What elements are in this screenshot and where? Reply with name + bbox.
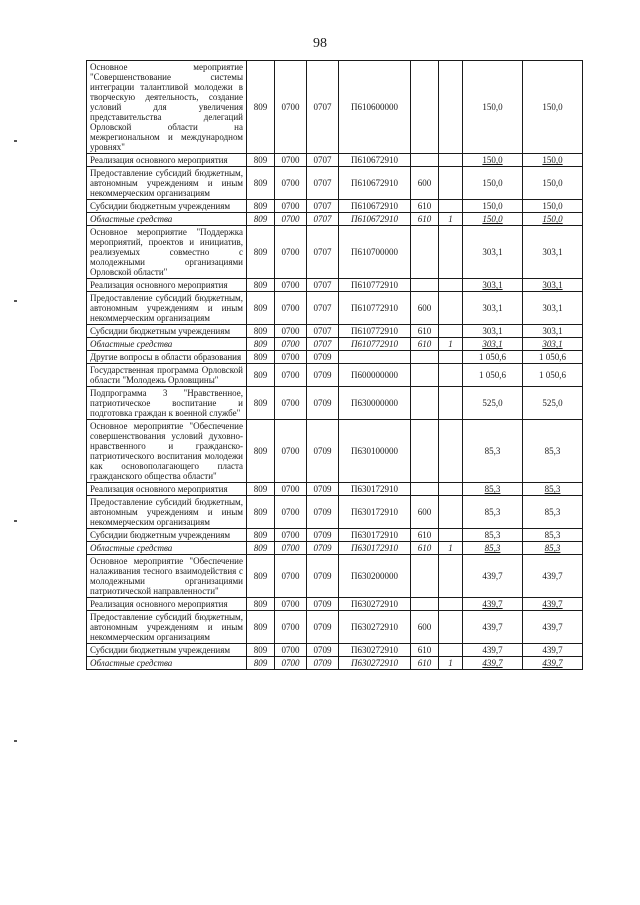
funding-source-code bbox=[439, 364, 463, 387]
funding-source-code: 1 bbox=[439, 338, 463, 351]
target-article-code: П600000000 bbox=[339, 364, 411, 387]
budget-item-name: Предоставление субсидий бюджетным, автономным учреждениям и иным некоммерческим организациям bbox=[87, 292, 247, 325]
section-code: 0700 bbox=[275, 213, 307, 226]
subsection-code: 0709 bbox=[307, 657, 339, 670]
budget-item-name: Субсидии бюджетным учреждениям bbox=[87, 325, 247, 338]
target-article-code: П610672910 bbox=[339, 154, 411, 167]
ministry-code: 809 bbox=[247, 226, 275, 279]
expense-type-code: 610 bbox=[411, 325, 439, 338]
expense-type-code: 610 bbox=[411, 529, 439, 542]
amount-year-1: 85,3 bbox=[463, 542, 523, 555]
page-number: 98 bbox=[313, 36, 327, 51]
expense-type-code: 600 bbox=[411, 292, 439, 325]
amount-year-2: 525,0 bbox=[523, 387, 583, 420]
budget-item-name: Государственная программа Орловской области "Молодежь Орловщины" bbox=[87, 364, 247, 387]
section-code: 0700 bbox=[275, 657, 307, 670]
amount-year-2: 85,3 bbox=[523, 496, 583, 529]
budget-item-name: Субсидии бюджетным учреждениям bbox=[87, 529, 247, 542]
table-row bbox=[87, 611, 583, 644]
ministry-code: 809 bbox=[247, 364, 275, 387]
target-article-code: П630200000 bbox=[339, 555, 411, 598]
subsection-code: 0709 bbox=[307, 496, 339, 529]
funding-source-code bbox=[439, 644, 463, 657]
section-code: 0700 bbox=[275, 351, 307, 364]
scan-artifact-mark bbox=[14, 140, 17, 142]
section-code: 0700 bbox=[275, 542, 307, 555]
table-row bbox=[87, 167, 583, 200]
table-row bbox=[87, 529, 583, 542]
table-row bbox=[87, 226, 583, 279]
ministry-code: 809 bbox=[247, 154, 275, 167]
expense-type-code bbox=[411, 598, 439, 611]
amount-year-2: 85,3 bbox=[523, 529, 583, 542]
subsection-code: 0709 bbox=[307, 420, 339, 483]
subsection-code: 0709 bbox=[307, 555, 339, 598]
amount-year-2: 85,3 bbox=[523, 542, 583, 555]
amount-year-1: 303,1 bbox=[463, 338, 523, 351]
target-article-code: П630000000 bbox=[339, 387, 411, 420]
budget-item-name: Предоставление субсидий бюджетным, автономным учреждениям и иным некоммерческим организациям bbox=[87, 496, 247, 529]
expense-type-code bbox=[411, 351, 439, 364]
funding-source-code bbox=[439, 61, 463, 154]
table-row bbox=[87, 387, 583, 420]
amount-year-1: 303,1 bbox=[463, 325, 523, 338]
target-article-code: П630272910 bbox=[339, 657, 411, 670]
subsection-code: 0707 bbox=[307, 213, 339, 226]
ministry-code: 809 bbox=[247, 420, 275, 483]
funding-source-code: 1 bbox=[439, 213, 463, 226]
subsection-code: 0707 bbox=[307, 200, 339, 213]
ministry-code: 809 bbox=[247, 555, 275, 598]
funding-source-code bbox=[439, 483, 463, 496]
budget-item-name: Областные средства bbox=[87, 542, 247, 555]
budget-item-name: Предоставление субсидий бюджетным, автономным учреждениям и иным некоммерческим организациям bbox=[87, 611, 247, 644]
table-row bbox=[87, 213, 583, 226]
amount-year-1: 439,7 bbox=[463, 644, 523, 657]
subsection-code: 0709 bbox=[307, 387, 339, 420]
target-article-code: П610672910 bbox=[339, 200, 411, 213]
subsection-code: 0709 bbox=[307, 611, 339, 644]
ministry-code: 809 bbox=[247, 61, 275, 154]
expense-type-code: 610 bbox=[411, 542, 439, 555]
funding-source-code bbox=[439, 325, 463, 338]
amount-year-2: 1 050,6 bbox=[523, 351, 583, 364]
section-code: 0700 bbox=[275, 200, 307, 213]
table-row bbox=[87, 154, 583, 167]
section-code: 0700 bbox=[275, 529, 307, 542]
section-code: 0700 bbox=[275, 483, 307, 496]
subsection-code: 0707 bbox=[307, 338, 339, 351]
amount-year-1: 1 050,6 bbox=[463, 351, 523, 364]
funding-source-code bbox=[439, 387, 463, 420]
target-article-code bbox=[339, 351, 411, 364]
target-article-code: П610672910 bbox=[339, 167, 411, 200]
amount-year-1: 85,3 bbox=[463, 496, 523, 529]
table-row bbox=[87, 351, 583, 364]
table-row bbox=[87, 555, 583, 598]
section-code: 0700 bbox=[275, 555, 307, 598]
section-code: 0700 bbox=[275, 338, 307, 351]
subsection-code: 0709 bbox=[307, 542, 339, 555]
subsection-code: 0709 bbox=[307, 364, 339, 387]
amount-year-2: 439,7 bbox=[523, 657, 583, 670]
budget-item-name: Субсидии бюджетным учреждениям bbox=[87, 200, 247, 213]
target-article-code: П610772910 bbox=[339, 338, 411, 351]
amount-year-1: 150,0 bbox=[463, 200, 523, 213]
ministry-code: 809 bbox=[247, 279, 275, 292]
section-code: 0700 bbox=[275, 167, 307, 200]
amount-year-2: 303,1 bbox=[523, 226, 583, 279]
ministry-code: 809 bbox=[247, 542, 275, 555]
amount-year-1: 525,0 bbox=[463, 387, 523, 420]
table-row bbox=[87, 483, 583, 496]
section-code: 0700 bbox=[275, 420, 307, 483]
funding-source-code bbox=[439, 167, 463, 200]
amount-year-2: 303,1 bbox=[523, 279, 583, 292]
expense-type-code: 610 bbox=[411, 200, 439, 213]
expense-type-code bbox=[411, 387, 439, 420]
amount-year-1: 439,7 bbox=[463, 598, 523, 611]
expense-type-code bbox=[411, 555, 439, 598]
ministry-code: 809 bbox=[247, 483, 275, 496]
amount-year-1: 1 050,6 bbox=[463, 364, 523, 387]
expense-type-code bbox=[411, 483, 439, 496]
amount-year-1: 85,3 bbox=[463, 483, 523, 496]
table-row bbox=[87, 61, 583, 154]
amount-year-2: 150,0 bbox=[523, 213, 583, 226]
table-row bbox=[87, 598, 583, 611]
budget-item-name: Реализация основного мероприятия bbox=[87, 279, 247, 292]
amount-year-1: 85,3 bbox=[463, 529, 523, 542]
amount-year-1: 439,7 bbox=[463, 657, 523, 670]
expense-type-code bbox=[411, 279, 439, 292]
amount-year-1: 150,0 bbox=[463, 61, 523, 154]
ministry-code: 809 bbox=[247, 496, 275, 529]
subsection-code: 0707 bbox=[307, 292, 339, 325]
amount-year-1: 150,0 bbox=[463, 167, 523, 200]
ministry-code: 809 bbox=[247, 167, 275, 200]
budget-item-name: Областные средства bbox=[87, 213, 247, 226]
subsection-code: 0707 bbox=[307, 154, 339, 167]
amount-year-1: 439,7 bbox=[463, 555, 523, 598]
subsection-code: 0707 bbox=[307, 279, 339, 292]
table-row bbox=[87, 364, 583, 387]
ministry-code: 809 bbox=[247, 292, 275, 325]
amount-year-2: 150,0 bbox=[523, 200, 583, 213]
expense-type-code: 610 bbox=[411, 213, 439, 226]
section-code: 0700 bbox=[275, 598, 307, 611]
section-code: 0700 bbox=[275, 364, 307, 387]
funding-source-code bbox=[439, 200, 463, 213]
target-article-code: П610700000 bbox=[339, 226, 411, 279]
funding-source-code bbox=[439, 529, 463, 542]
section-code: 0700 bbox=[275, 387, 307, 420]
amount-year-1: 85,3 bbox=[463, 420, 523, 483]
funding-source-code bbox=[439, 351, 463, 364]
amount-year-2: 85,3 bbox=[523, 483, 583, 496]
ministry-code: 809 bbox=[247, 213, 275, 226]
target-article-code: П630172910 bbox=[339, 542, 411, 555]
section-code: 0700 bbox=[275, 279, 307, 292]
ministry-code: 809 bbox=[247, 351, 275, 364]
expense-type-code: 600 bbox=[411, 167, 439, 200]
section-code: 0700 bbox=[275, 154, 307, 167]
table-row bbox=[87, 496, 583, 529]
target-article-code: П630172910 bbox=[339, 496, 411, 529]
budget-item-name: Основное мероприятие "Совершенствование системы интеграции талантливой молодежи в творческую деятельность, создание условий для увеличения представительства делегаций Орловской области на межрегиональном и международном уровнях" bbox=[87, 61, 247, 154]
scan-artifact-mark bbox=[14, 300, 17, 302]
subsection-code: 0709 bbox=[307, 598, 339, 611]
amount-year-1: 303,1 bbox=[463, 279, 523, 292]
target-article-code: П610772910 bbox=[339, 279, 411, 292]
amount-year-2: 303,1 bbox=[523, 338, 583, 351]
ministry-code: 809 bbox=[247, 598, 275, 611]
table-row bbox=[87, 292, 583, 325]
target-article-code: П630172910 bbox=[339, 483, 411, 496]
ministry-code: 809 bbox=[247, 325, 275, 338]
ministry-code: 809 bbox=[247, 200, 275, 213]
amount-year-2: 150,0 bbox=[523, 167, 583, 200]
target-article-code: П630172910 bbox=[339, 529, 411, 542]
expense-type-code bbox=[411, 154, 439, 167]
table-row bbox=[87, 338, 583, 351]
funding-source-code: 1 bbox=[439, 657, 463, 670]
amount-year-2: 150,0 bbox=[523, 154, 583, 167]
expense-type-code: 600 bbox=[411, 611, 439, 644]
budget-item-name: Подпрограмма 3 "Нравственное, патриотическое воспитание и подготовка граждан к военной службе" bbox=[87, 387, 247, 420]
amount-year-2: 303,1 bbox=[523, 292, 583, 325]
table-row bbox=[87, 200, 583, 213]
amount-year-1: 150,0 bbox=[463, 213, 523, 226]
amount-year-2: 303,1 bbox=[523, 325, 583, 338]
target-article-code: П610772910 bbox=[339, 292, 411, 325]
funding-source-code bbox=[439, 496, 463, 529]
target-article-code: П610600000 bbox=[339, 61, 411, 154]
subsection-code: 0709 bbox=[307, 644, 339, 657]
expense-type-code: 610 bbox=[411, 338, 439, 351]
section-code: 0700 bbox=[275, 644, 307, 657]
budget-item-name: Реализация основного мероприятия bbox=[87, 598, 247, 611]
ministry-code: 809 bbox=[247, 387, 275, 420]
table-row bbox=[87, 420, 583, 483]
expense-type-code bbox=[411, 420, 439, 483]
budget-item-name: Основное мероприятие "Обеспечение совершенствования условий духовно-нравственного и гражданско-патриотического воспитания молодежи как основополагающего пласта гражданского общества области" bbox=[87, 420, 247, 483]
ministry-code: 809 bbox=[247, 611, 275, 644]
budget-item-name: Основное мероприятие "Поддержка мероприятий, проектов и инициатив, реализуемых совместно с молодежными организациями Орловской области" bbox=[87, 226, 247, 279]
amount-year-1: 303,1 bbox=[463, 226, 523, 279]
budget-item-name: Реализация основного мероприятия bbox=[87, 483, 247, 496]
scan-artifact-mark bbox=[14, 740, 17, 742]
subsection-code: 0707 bbox=[307, 226, 339, 279]
budget-allocation-table bbox=[86, 60, 583, 670]
section-code: 0700 bbox=[275, 226, 307, 279]
ministry-code: 809 bbox=[247, 657, 275, 670]
table-row bbox=[87, 657, 583, 670]
budget-item-name: Основное мероприятие "Обеспечение налаживания тесного взаимодействия с молодежными организациями патриотической направленности" bbox=[87, 555, 247, 598]
amount-year-2: 439,7 bbox=[523, 598, 583, 611]
amount-year-2: 439,7 bbox=[523, 644, 583, 657]
budget-item-name: Субсидии бюджетным учреждениям bbox=[87, 644, 247, 657]
ministry-code: 809 bbox=[247, 338, 275, 351]
table-row bbox=[87, 542, 583, 555]
target-article-code: П630100000 bbox=[339, 420, 411, 483]
subsection-code: 0707 bbox=[307, 61, 339, 154]
section-code: 0700 bbox=[275, 61, 307, 154]
amount-year-1: 150,0 bbox=[463, 154, 523, 167]
ministry-code: 809 bbox=[247, 529, 275, 542]
funding-source-code bbox=[439, 154, 463, 167]
amount-year-1: 303,1 bbox=[463, 292, 523, 325]
amount-year-2: 439,7 bbox=[523, 555, 583, 598]
table-row bbox=[87, 644, 583, 657]
target-article-code: П630272910 bbox=[339, 644, 411, 657]
section-code: 0700 bbox=[275, 496, 307, 529]
expense-type-code: 600 bbox=[411, 496, 439, 529]
funding-source-code bbox=[439, 292, 463, 325]
expense-type-code bbox=[411, 226, 439, 279]
budget-item-name: Другие вопросы в области образования bbox=[87, 351, 247, 364]
table-row bbox=[87, 325, 583, 338]
amount-year-2: 150,0 bbox=[523, 61, 583, 154]
target-article-code: П610772910 bbox=[339, 325, 411, 338]
funding-source-code: 1 bbox=[439, 542, 463, 555]
amount-year-2: 85,3 bbox=[523, 420, 583, 483]
budget-item-name: Предоставление субсидий бюджетным, автономным учреждениям и иным некоммерческим организациям bbox=[87, 167, 247, 200]
section-code: 0700 bbox=[275, 292, 307, 325]
budget-item-name: Областные средства bbox=[87, 338, 247, 351]
table-row bbox=[87, 279, 583, 292]
amount-year-2: 1 050,6 bbox=[523, 364, 583, 387]
amount-year-2: 439,7 bbox=[523, 611, 583, 644]
subsection-code: 0709 bbox=[307, 483, 339, 496]
section-code: 0700 bbox=[275, 611, 307, 644]
target-article-code: П630272910 bbox=[339, 611, 411, 644]
funding-source-code bbox=[439, 420, 463, 483]
subsection-code: 0707 bbox=[307, 325, 339, 338]
budget-item-name: Реализация основного мероприятия bbox=[87, 154, 247, 167]
budget-item-name: Областные средства bbox=[87, 657, 247, 670]
expense-type-code bbox=[411, 364, 439, 387]
target-article-code: П610672910 bbox=[339, 213, 411, 226]
expense-type-code: 610 bbox=[411, 657, 439, 670]
funding-source-code bbox=[439, 598, 463, 611]
amount-year-1: 439,7 bbox=[463, 611, 523, 644]
funding-source-code bbox=[439, 226, 463, 279]
expense-type-code bbox=[411, 61, 439, 154]
subsection-code: 0707 bbox=[307, 167, 339, 200]
scan-artifact-mark bbox=[14, 520, 17, 522]
funding-source-code bbox=[439, 611, 463, 644]
target-article-code: П630272910 bbox=[339, 598, 411, 611]
subsection-code: 0709 bbox=[307, 529, 339, 542]
funding-source-code bbox=[439, 279, 463, 292]
section-code: 0700 bbox=[275, 325, 307, 338]
subsection-code: 0709 bbox=[307, 351, 339, 364]
expense-type-code: 610 bbox=[411, 644, 439, 657]
funding-source-code bbox=[439, 555, 463, 598]
ministry-code: 809 bbox=[247, 644, 275, 657]
